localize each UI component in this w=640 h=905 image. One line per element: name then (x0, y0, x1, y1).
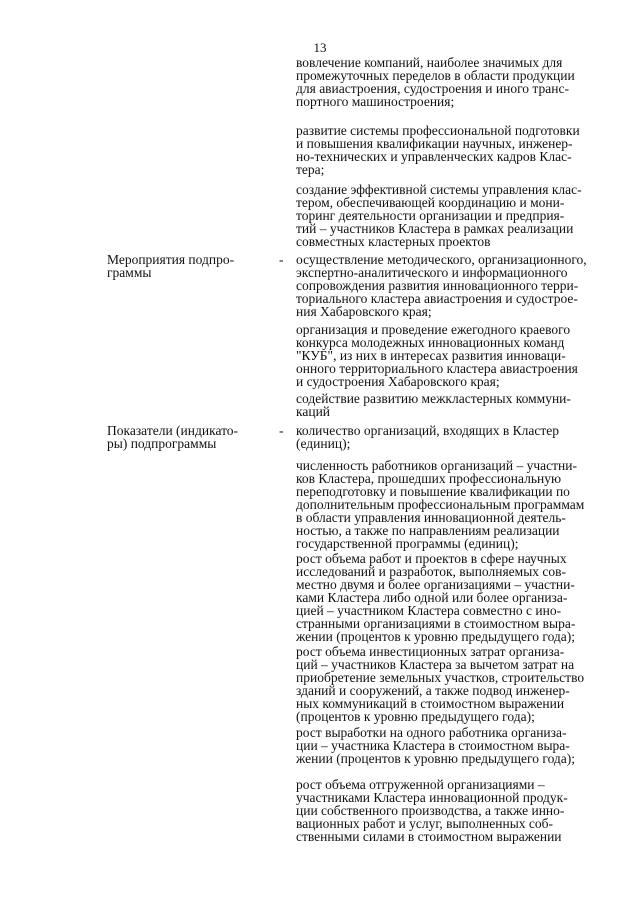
events-dash: - (279, 252, 284, 267)
indicators-dash: - (279, 423, 284, 438)
intro-item-3: создание эффективной системы управления клас- тером, обеспечивающей координацию и мони- торинг деятельности организации и предприя- тий – участников Кластера в рамках реализации совместных кластерных проектов (296, 182, 582, 249)
events-item-2: организация и проведение ежегодного краевого конкурса молодежных инновационных команд "КУБ", из них в интересах развития инноваци- онного территориального кластера авиастроения и судостроения Хабаровского края; (296, 322, 578, 389)
indicators-item-4: рост объема инвестиционных затрат организа- ций – участников Кластера за вычетом затрат на приобретение земельных участков, строительство зданий и сооружений, а также подвод инженер- ных коммуникаций в стоимостном выражении (процентов к уровню предыдущего года); (296, 644, 585, 724)
intro-item-2: развитие системы профессиональной подготовки и повышения квалификации научных, инженер- но-технических и управленческих кадров Клас- тера; (296, 123, 580, 177)
events-item-3: содействие развитию межкластерных коммуни- каций (296, 391, 571, 419)
indicators-label: Показатели (индикато- ры) подпрограммы (107, 423, 239, 451)
indicators-item-5: рост выработки на одного работника организа- ции – участника Кластера в стоимостном выра- жении (процентов к уровню предыдущего года); (296, 725, 576, 766)
indicators-item-1: количество организаций, входящих в Кластер (единиц); (296, 423, 559, 451)
indicators-item-3: рост объема работ и проектов в сфере научных исследований и разработок, выполняемых сов- местно двумя и более организациями – участни- ками Кластера либо одной или более организа- цией – участником Кластера совместно с ино- странными организациями в стоимостном выра- жении (процентов к уровню предыдущего года); (296, 551, 576, 644)
page-number: 13 (313, 40, 327, 55)
indicators-item-2: численность работников организаций – участни- ков Кластера, прошедших профессиональную переподготовку и повышение квалификации по дополнительным профессиональным программам в области управления инновационной деятель- ностью, а также по направлениям реализации государственной программы (единиц); (296, 458, 585, 551)
indicators-item-6: рост объема отгруженной организациями – участниками Кластера инновационной продук- ции собственного производства, а также инно- вационных работ и услуг, выполненных соб- ственными силами в стоимостном выражении (296, 777, 568, 844)
events-item-1: осуществление методического, организационного, экспертно-аналитического и информационного сопровождения развития инновационного терри- ториального кластера авиастроения и судострое- ния Хабаровского края; (296, 252, 587, 319)
intro-item-1: вовлечение компаний, наиболее значимых для промежуточных переделов в области продукции для авиастроения, судостроения и иного транс- портного машиностроения; (296, 55, 575, 109)
events-label: Мероприятия подпро- граммы (107, 252, 235, 280)
